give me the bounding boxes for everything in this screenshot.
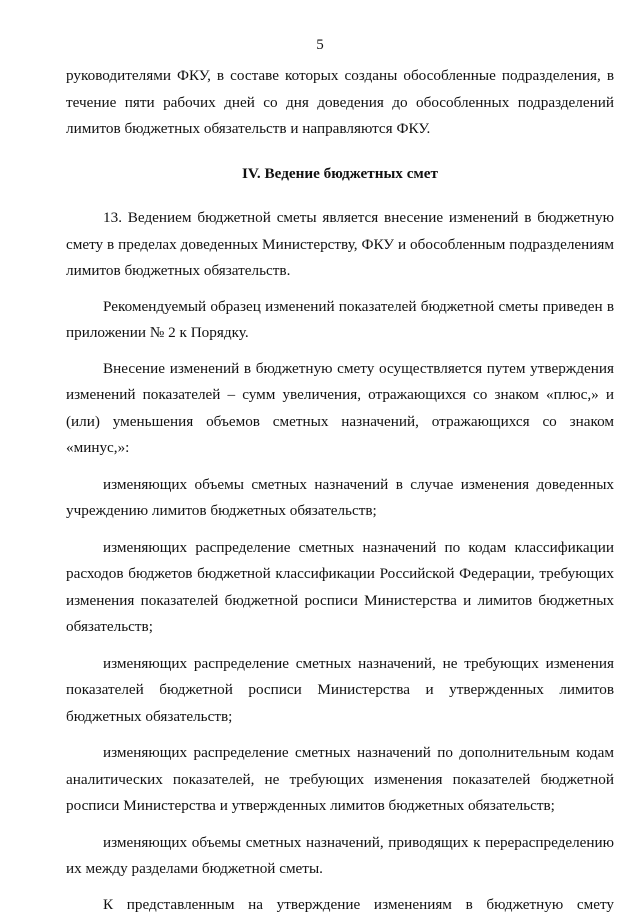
list-item-classification-codes: изменяющих распределение сметных назначений по кодам классификации расходов бюджетов бюджетной классификации Российской Федерации, требующих изменения показателей бюджетной росписи Министерства и лимитов бюджетных обязательств; [66,535,614,641]
paragraph-continuation: руководителями ФКУ, в составе которых созданы обособленные подразделения, в течение пяти рабочих дней со дня доведения до обособленных подразделений лимитов бюджетных обязательств и направляются ФКУ. [66,63,614,143]
page-number: 5 [0,36,640,54]
section-heading: IV. Ведение бюджетных смет [66,161,614,188]
paragraph-submitted-changes: К представленным на утверждение изменениям в бюджетную смету [66,892,614,918]
paragraph-13: 13. Ведением бюджетной сметы является внесение изменений в бюджетную смету в пределах доведенных Министерству, ФКУ и обособленным подразделениям лимитов бюджетных обязательств. [66,205,614,285]
document-body [66,63,614,918]
list-item-limits-change: изменяющих объемы сметных назначений в случае изменения доведенных учреждению лимитов бюджетных обязательств; [66,472,614,525]
list-item-no-schedule-change: изменяющих распределение сметных назначений, не требующих изменения показателей бюджетной росписи Министерства и утвержденных лимитов бюджетных обязательств; [66,651,614,731]
paragraph-sample-reference: Рекомендуемый образец изменений показателей бюджетной сметы приведен в приложении № 2 к Порядку. [66,294,614,347]
list-item-additional-codes: изменяющих распределение сметных назначений по дополнительным кодам аналитических показателей, не требующих изменения показателей бюджетной росписи Министерства и утвержденных лимитов бюджетных обязательств; [66,740,614,820]
paragraph-changes-procedure: Внесение изменений в бюджетную смету осуществляется путем утверждения изменений показателей – сумм увеличения, отражающихся со знаком «плюс,» и (или) уменьшения объемов сметных назначений, отражающихся со знаком «минус,»: [66,356,614,462]
list-item-redistribution: изменяющих объемы сметных назначений, приводящих к перераспределению их между разделами бюджетной сметы. [66,830,614,883]
